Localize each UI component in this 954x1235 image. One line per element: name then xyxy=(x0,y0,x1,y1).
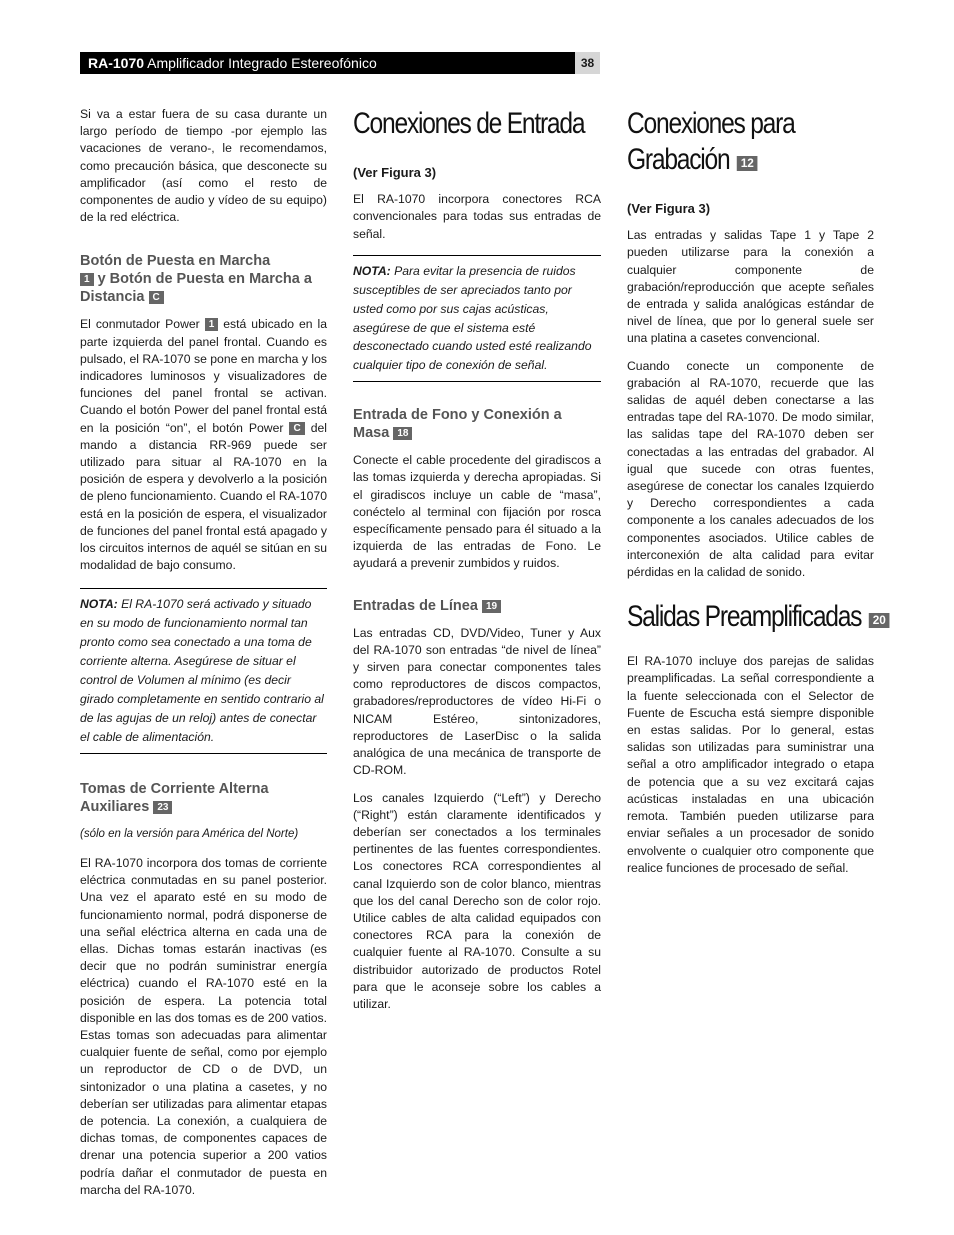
badge-1: 1 xyxy=(80,273,94,286)
badge-20: 20 xyxy=(868,613,889,628)
column-middle xyxy=(353,106,601,1023)
badge-1-inline: 1 xyxy=(205,318,219,331)
recording-paragraph-2: Cuando conecte un componente de grabación al RA-1070, recuerde que las salidas de aquél deben conectarse a las entradas tape del RA-1070. De modo similar, las salidas tape del RA-1070 deben ser conectadas a las entradas del grabador. Al igual que sucede con otras fuentes, asegúrese de conectar los canales Izquierdo y Derecho correspondientes a cada componente a los canales adecuados de los componentes asociados. Utilice cables de interconexión de alta calidad para evitar pérdidas en la calidad de sonido. xyxy=(627,358,874,580)
input-connections-title: Conexiones de Entrada xyxy=(353,107,585,140)
note-text: El RA-1070 será activado y situado en su modo de funcionamiento normal tan pronto como sea conectado a una toma de corriente alterna. Asegúrese de situar el control de Volumen al mínimo (es decir girado completamente en sentido contrario al de las agujas de un reloj) antes de conectar el cable de alimentación. xyxy=(80,597,324,744)
power-text-a: El conmutador Power xyxy=(80,317,200,332)
line-paragraph-2: Los canales Izquierdo (“Left”) y Derecho (“Right”) están claramente identificados y deberían ser conectados a los terminales pertinentes de las fuentes correspondientes. Los conectores RCA correspondientes al canal Izquierdo son de color blanco, mientras que los del canal Derecho son de color rojo. Utilice cables de alta calidad equipados con conectores RCA para la conexión de cualquier fuente al RA-1070. Consulte a su distribuidor autorizado de productos Rotel para que le aconseje sobre los cables a utilizar. xyxy=(353,790,601,1011)
recording-title-line1: Conexiones para xyxy=(627,107,795,140)
phono-heading-text: Entrada de Fono y Conexión a Masa xyxy=(353,407,562,442)
preamp-paragraph: El RA-1070 incluye dos parejas de salidas preamplificadas. La señal correspondiente a la fuente seleccionada con el Selector de Fuente de Escucha está siempre disponible en estas salidas. Por lo general, estas salidas son utilizadas para suministrar una señal a otro amplificador integrado o etapa de potencia que a su vez excitará cajas acústicas instaladas en una ubicación remota. También pueden utilizarse para enviar señales a un procesador de sonido envolvente o cualquier otro componente que realice funciones de procesado de señal. xyxy=(627,654,874,875)
badge-19: 19 xyxy=(482,600,501,613)
header-model: RA-1070 xyxy=(88,55,145,71)
figure-ref: (Ver Figura 3) xyxy=(353,165,437,180)
outlets-heading xyxy=(80,780,327,816)
badge-23: 23 xyxy=(153,801,172,814)
badge-c-inline: C xyxy=(289,422,304,435)
line-heading-text: Entradas de Línea xyxy=(353,597,478,614)
phono-heading xyxy=(353,406,601,442)
recording-title-line2: Grabación xyxy=(627,143,730,176)
outlets-paragraph: El RA-1070 incorpora dos tomas de corriente eléctrica conmutadas en su panel posterior. Una vez el aparato esté en su modo de funcionamiento normal, podrá disponerse de una señal eléctrica alterna en cada una de ellas. Dichas tomas estarán inactivas (es decir que no podrán suministrar energía eléctrica) cuando el RA-1070 esté en la posición de espera. La potencia total disponible en las dos tomas es de 200 vatios. Estas tomas son adecuadas para alimentar cualquier fuente de señal, como por ejemplo un reproductor de CD o de DVD, un sintonizador o una platina a casetes, y no deberían ser utilizadas para alimentar etapas de potencia. La conexión, a cualquiera de dichas tomas, de componentes capaces de drenar una potencia superior a 200 vatios podría dañar el conmutador de puesta en marcha del RA-1070. xyxy=(80,855,327,1197)
note-box-inputs xyxy=(353,255,601,382)
column-left xyxy=(80,106,327,1209)
badge-18: 18 xyxy=(393,427,412,440)
line-paragraph-1: Las entradas CD, DVD/Video, Tuner y Aux del RA-1070 son entradas “de nivel de línea” y sirven para conectar componentes tales como reproductores de discos compactos, grabadores/reproductores de vídeo Hi-Fi o NICAM Estéreo, sintonizadores, reproductores de LaserDisc o la salida analógica de una mecánica de transporte de CD-ROM. xyxy=(353,625,601,778)
intro-paragraph: Si va a estar fuera de su casa durante un largo período de tiempo -por ejemplo las vacaciones de verano-, le recomendamos, como precaución básica, que desconecte su amplificador (así como el resto de componentes de audio y vídeo de su equipo) de la red eléctrica. xyxy=(80,107,327,225)
power-text-b: está ubicado en la parte izquierda del panel frontal. Cuando es pulsado, el RA-1070 se pone en marcha y los indicadores luminosos y visualizadores de funciones del panel frontal se activan. Cuando el botón Power del panel frontal está en la posición “on”, el botón Power xyxy=(80,317,328,435)
phono-paragraph: Conecte el cable procedente del giradiscos a las tomas izquierda y derecha apropiadas. Si el giradiscos incluye un cable de “masa”, conéctelo al terminal con fijación por rosca específicamente pensado para él situado a la izquierda de las entradas de Fono. Le ayudará a prevenir zumbidos y ruidos. xyxy=(353,453,601,571)
figure-ref: (Ver Figura 3) xyxy=(627,201,711,216)
power-paragraph xyxy=(80,316,327,574)
preamp-outputs-title xyxy=(627,599,886,635)
header-bar xyxy=(80,52,575,74)
note-label: NOTA: xyxy=(80,597,118,612)
outlets-subnote: (sólo en la versión para América del Norte) xyxy=(80,827,299,840)
column-right xyxy=(627,106,886,887)
input-intro: El RA-1070 incorpora conectores RCA convencionales para todas sus entradas de señal. xyxy=(353,192,601,241)
recording-title xyxy=(627,106,830,178)
power-heading-text-a: Botón de Puesta en Marcha xyxy=(80,253,271,270)
line-heading xyxy=(353,597,601,615)
preamp-title-text: Salidas Preamplificadas xyxy=(627,600,862,634)
power-heading-text-b: y Botón de Puesta en Marcha a Distancia xyxy=(80,271,312,306)
badge-c: C xyxy=(149,291,164,304)
outlets-heading-text: Tomas de Corriente Alterna Auxiliares xyxy=(80,780,269,815)
power-heading xyxy=(80,252,327,306)
note-box-power xyxy=(80,588,327,753)
header-title: Amplificador Integrado Estereofónico xyxy=(147,55,377,71)
note-text: Para evitar la presencia de ruidos susceptibles de ser apreciados tanto por usted como por sus cajas acústicas, asegúrese de que el sistema esté desconectado cuando usted esté realizando cualquier tipo de conexión de señal. xyxy=(353,263,592,373)
page-number: 38 xyxy=(575,52,600,74)
badge-12: 12 xyxy=(737,156,758,171)
recording-paragraph-1: Las entradas y salidas Tape 1 y Tape 2 pueden utilizarse para la conexión a cualquier componente de grabación/reproducción que acepte señales de entrada y salida analógicas estándar de nivel de línea, que por lo general suele ser una platina a casetes convencional. xyxy=(627,228,874,346)
power-text-c: del mando a distancia RR-969 puede ser utilizado para situar al RA-1070 en la posición de espera y devolverlo a la posición de pleno funcionamiento. Cuando el RA-1070 está en la posición de espera, el visualizador de funciones del panel frontal está apagado y los circuitos internos de aquél se sitúan en su modalidad de bajo consumo. xyxy=(80,420,328,573)
note-label: NOTA: xyxy=(353,263,391,278)
